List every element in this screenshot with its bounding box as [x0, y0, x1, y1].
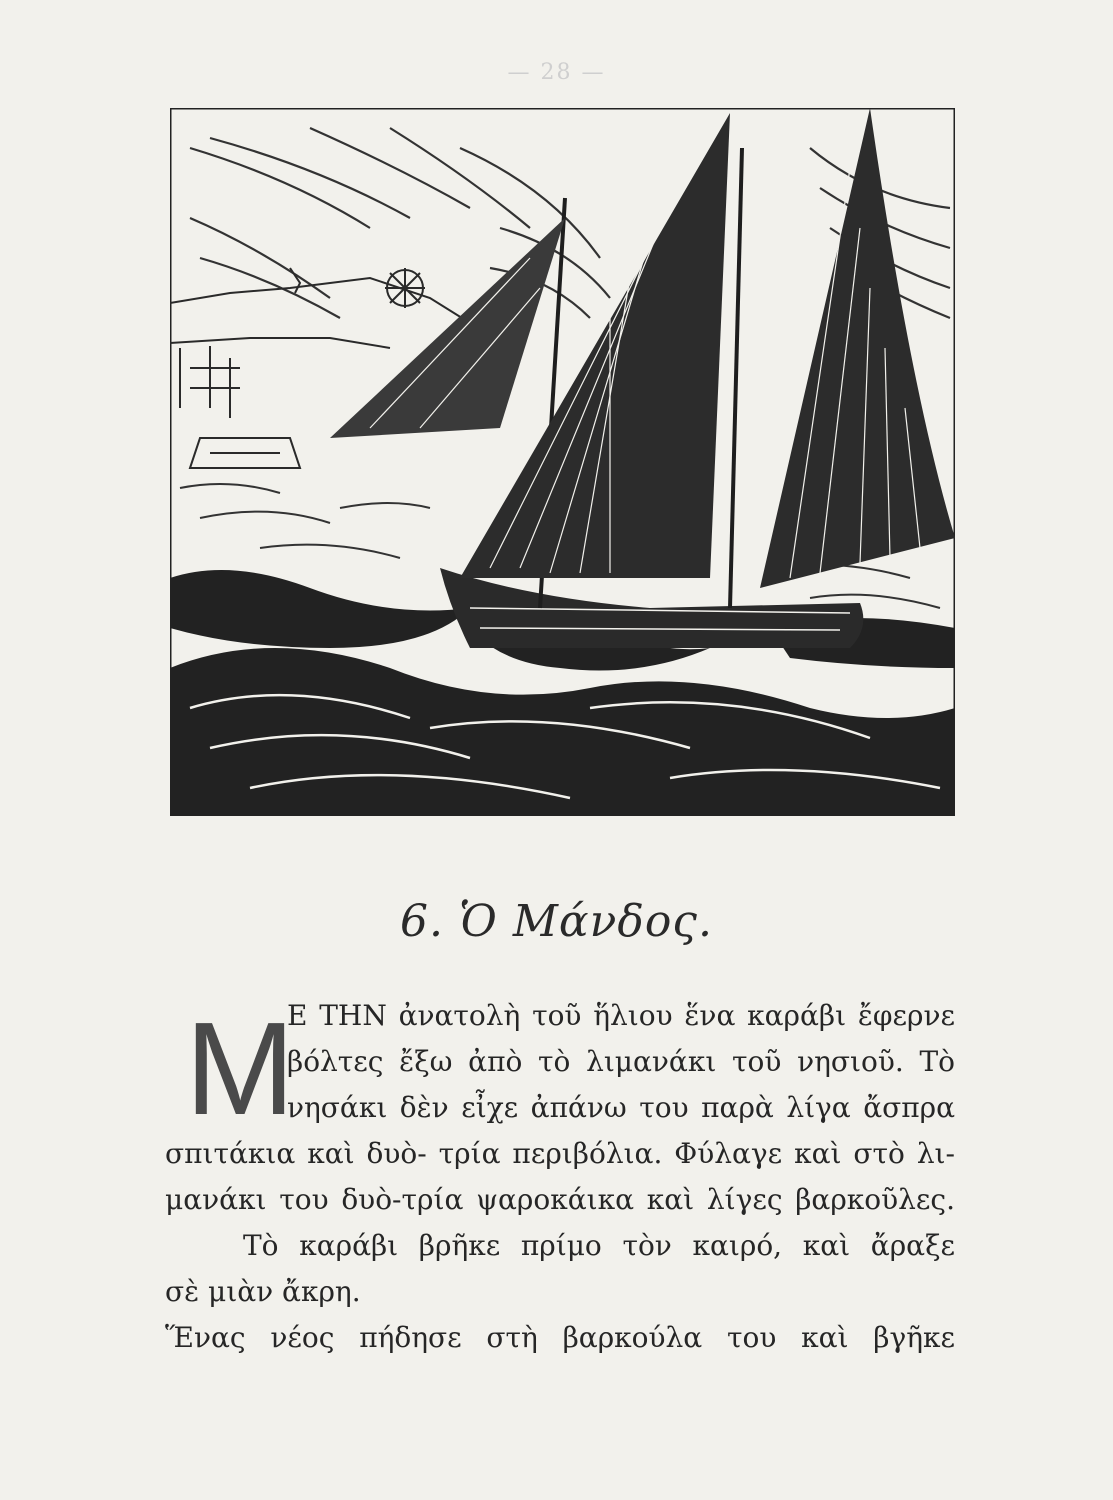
text-line: σπιτάκια καὶ δυὸ- τρία περιβόλια. Φύλαγε καὶ στὸ λι- [165, 1137, 955, 1170]
text-line: Τὸ καράβι βρῆκε πρίμο τὸν καιρό, καὶ ἄραξε [243, 1229, 955, 1262]
text-line: Ε ΤΗΝ ἀνατολὴ τοῦ ἥλιου ἕνα καράβι ἔφερνε [287, 999, 955, 1032]
text-line: μανάκι του δυὸ-τρία ψαροκάικα καὶ λίγες βαρκοῦλες. [165, 1183, 955, 1216]
chapter-title: 6. Ὁ Μάνδος. [400, 896, 713, 947]
text-line: Ἕνας νέος πήδησε στὴ βαρκούλα του καὶ βγῆκε [165, 1321, 955, 1354]
body-text [165, 993, 955, 1361]
text-line: νησάκι δὲν εἶχε ἀπάνω του παρὰ λίγα ἄσπρα [287, 1091, 955, 1124]
page-number: — 28 — [507, 60, 606, 85]
text-line: σὲ μιὰν ἄκρη. [165, 1275, 361, 1308]
woodcut-image [170, 108, 955, 816]
drop-cap: Μ [185, 995, 295, 1142]
text-line: βόλτες ἔξω ἀπὸ τὸ λιμανάκι τοῦ νησιοῦ. Τὸ [287, 1045, 955, 1078]
sailing-ship-illustration [170, 108, 955, 816]
